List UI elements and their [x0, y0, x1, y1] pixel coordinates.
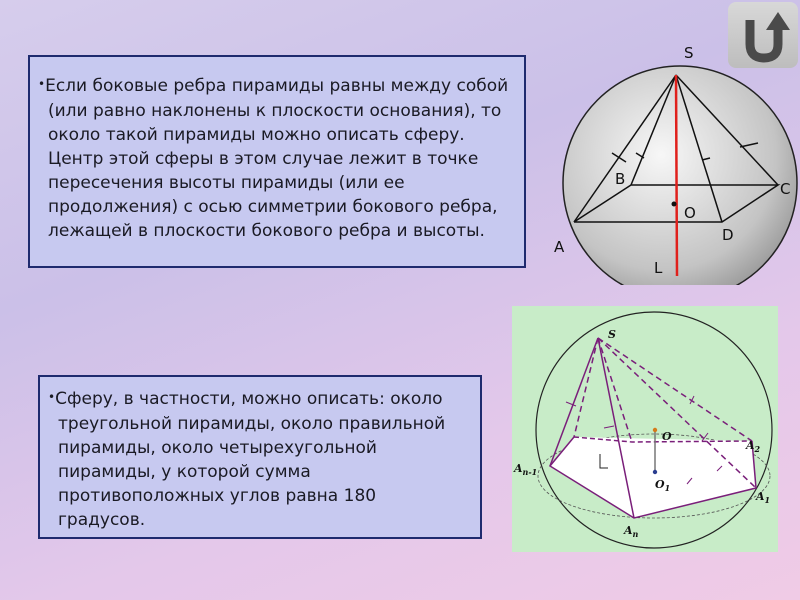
text-line: градусов.: [58, 510, 146, 530]
label-subscript: 2: [754, 444, 761, 454]
text-line: пересечения высоты пирамиды (или ее: [48, 173, 405, 193]
center-o-label: O: [684, 204, 696, 222]
sphere: [563, 66, 797, 285]
pyramid-in-sphere-diagram: [540, 40, 800, 285]
text-line: лежащей в плоскости бокового ребра и высоты.: [48, 221, 485, 241]
vertex-c-label: C: [780, 180, 791, 198]
vertex-a-label: A: [554, 238, 565, 256]
text-line: (или равно наклонены к плоскости основания), то: [48, 101, 502, 121]
label-main: A: [746, 439, 755, 452]
vertex-b-label: B: [615, 170, 626, 188]
vertex-d-label: D: [722, 226, 734, 244]
text-line: пирамиды, у которой сумма: [58, 462, 311, 482]
text-line: Центр этой сферы в этом случае лежит в точке: [48, 149, 479, 169]
text-line-content: Если боковые ребра пирамиды равны между собой: [45, 76, 509, 96]
center-o-label: O: [662, 430, 672, 443]
label-subscript: 1: [764, 495, 771, 505]
vertex-s-label: S: [684, 44, 694, 62]
text-line: треугольной пирамиды, около правильной: [58, 414, 446, 434]
sphere-condition-text-box: [28, 55, 526, 268]
bullet: •: [38, 77, 46, 91]
label-main: A: [756, 490, 765, 503]
label-main: A: [624, 524, 633, 537]
text-line: [48, 387, 470, 412]
label-main: O: [655, 478, 665, 491]
text-line: противоположных углов равна 180: [58, 486, 377, 506]
label-subscript: n: [632, 529, 639, 539]
label-subscript: 1: [664, 483, 671, 493]
sphere-cases-text-box: [38, 375, 482, 539]
text-line-content: Сферу, в частности, можно описать: около: [55, 389, 443, 409]
pyramid-height: [676, 75, 677, 276]
n-gonal-pyramid-in-sphere-diagram: [512, 306, 778, 552]
point-l-label: L: [654, 259, 663, 277]
text-line: пирамиды, около четырехугольной: [58, 438, 377, 458]
text-line: продолжения) с осью симметрии бокового ребра,: [48, 197, 498, 217]
label-subscript: n-1: [522, 467, 538, 477]
vertex-s-label: S: [608, 328, 616, 341]
label-main: A: [514, 462, 523, 475]
bullet: •: [48, 390, 56, 404]
center-o1-point: [653, 470, 657, 474]
center-o-point: [653, 428, 657, 432]
text-line: [38, 74, 510, 99]
text-line: около такой пирамиды можно описать сферу.: [48, 125, 465, 145]
sphere-center-point: [672, 202, 677, 207]
